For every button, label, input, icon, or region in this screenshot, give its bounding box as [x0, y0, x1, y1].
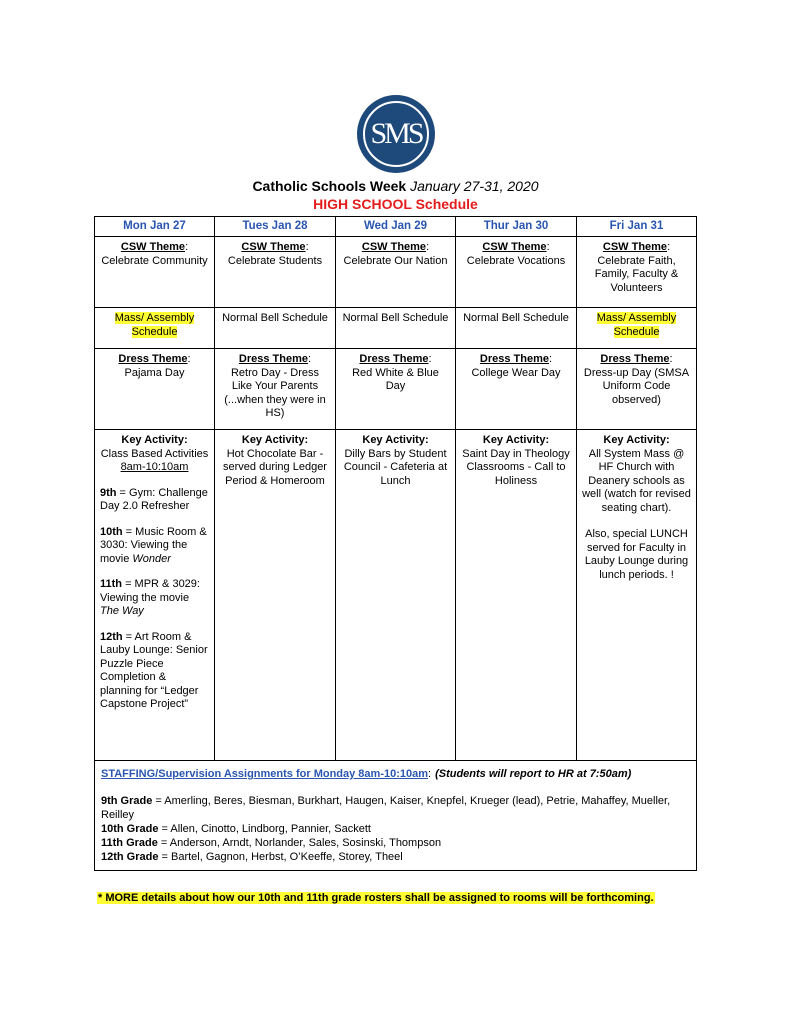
- csw-theme-cell: CSW Theme: Celebrate Students: [215, 237, 336, 308]
- key-activity-label: Key Activity:: [603, 434, 670, 446]
- csw-theme-value: Celebrate Vocations: [466, 254, 566, 267]
- staffing-note: (Students will report to HR at 7:50am): [435, 768, 632, 780]
- csw-theme-cell: CSW Theme: Celebrate Our Nation: [336, 237, 456, 308]
- staffing-line: [101, 822, 690, 836]
- page-title: [0, 178, 791, 194]
- bell-schedule-cell: [336, 308, 456, 349]
- day-header-thu: Thur Jan 30: [456, 217, 577, 237]
- grade-text: = Gym: Challenge Day 2.0 Refresher: [100, 486, 208, 512]
- csw-theme-label: CSW Theme: [482, 241, 547, 253]
- grade-block: [100, 631, 209, 712]
- bell-schedule-cell: [456, 308, 577, 349]
- grade-label: 11th: [100, 578, 123, 590]
- title-main: Catholic Schools Week: [252, 178, 407, 194]
- dress-theme-row: [95, 349, 697, 430]
- dress-theme-value: Pajama Day: [124, 366, 185, 379]
- dress-theme-value: Dress-up Day (SMSA Uniform Code observed): [583, 366, 690, 406]
- dress-theme-label: Dress Theme: [118, 353, 188, 365]
- staffing-grade: 10th Grade: [101, 823, 159, 835]
- dress-theme-label: Dress Theme: [479, 353, 550, 365]
- key-activity-text: Hot Chocolate Bar - served during Ledger Period & Homeroom: [223, 447, 327, 487]
- key-activity-text: Class Based Activities: [100, 447, 209, 460]
- key-activity-text: All System Mass @ HF Church with Deanery schools as well (watch for revised seating chart).: [582, 447, 691, 514]
- key-activity-text: Dilly Bars by Student Council - Cafeteria at Lunch: [343, 447, 448, 487]
- schedule-table: [94, 216, 697, 871]
- key-activity-label: Key Activity:: [362, 434, 429, 446]
- dress-theme-label: Dress Theme: [238, 353, 309, 365]
- bell-schedule-text: Normal Bell Schedule: [463, 312, 569, 324]
- csw-theme-label: CSW Theme: [120, 241, 186, 253]
- dress-theme-value: College Wear Day: [471, 366, 561, 379]
- page-subtitle: HIGH SCHOOL Schedule: [313, 196, 478, 212]
- key-activity-cell: [215, 430, 336, 761]
- staffing-cell: [95, 761, 697, 871]
- staffing-grade: 9th Grade: [101, 795, 153, 807]
- staffing-names: = Anderson, Arndt, Norlander, Sales, Sosinski, Thompson: [157, 837, 442, 849]
- key-activity-cell: [456, 430, 577, 761]
- key-activity-label: Key Activity:: [482, 434, 550, 446]
- logo-monogram: SMS: [363, 101, 429, 167]
- staffing-line: [101, 836, 690, 850]
- csw-theme-value: Celebrate Faith, Family, Faculty & Volunteers: [594, 254, 679, 294]
- dress-theme-label: Dress Theme: [359, 353, 429, 365]
- key-activity-label: Key Activity:: [121, 434, 188, 446]
- grade-text: = MPR & 3029: Viewing the movie: [100, 578, 200, 604]
- key-activity-cell: [336, 430, 456, 761]
- dress-theme-cell: Dress Theme: College Wear Day: [456, 349, 577, 430]
- grade-block: [100, 526, 209, 567]
- csw-theme-label: CSW Theme: [241, 241, 306, 253]
- movie-title: Wonder: [132, 552, 171, 565]
- key-activity-cell: [577, 430, 697, 761]
- dress-theme-label: Dress Theme: [600, 353, 670, 365]
- csw-theme-label: CSW Theme: [602, 241, 668, 253]
- key-activity-text: Saint Day in Theology Classrooms - Call to Holiness: [462, 447, 570, 487]
- bell-schedule-highlight: Mass/ Assembly Schedule: [114, 312, 195, 338]
- csw-theme-value: Celebrate Students: [227, 254, 323, 267]
- footnote: * MORE details about how our 10th and 11th grade rosters shall be assigned to rooms will be forthcoming.: [98, 892, 654, 904]
- key-activity-row: [95, 430, 697, 761]
- grade-label: 12th: [100, 630, 123, 643]
- staffing-link[interactable]: STAFFING/Supervision Assignments for Monday 8am-10:10am: [101, 768, 429, 780]
- staffing-names: = Allen, Cinotto, Lindborg, Pannier, Sackett: [158, 823, 371, 835]
- dress-theme-value: Red White & Blue Day: [352, 366, 439, 392]
- csw-theme-label: CSW Theme: [361, 241, 427, 253]
- csw-theme-row: [95, 237, 697, 308]
- grade-block: [100, 578, 209, 619]
- movie-title: The Way: [100, 605, 144, 617]
- grade-label: 10th: [100, 525, 123, 538]
- bell-schedule-cell: [215, 308, 336, 349]
- dress-theme-value: Retro Day - Dress Like Your Parents (...when they were in HS): [224, 366, 326, 419]
- staffing-row: [95, 761, 697, 871]
- bell-schedule-text: Normal Bell Schedule: [222, 312, 328, 324]
- grade-text: = Music Room & 3030: Viewing the movie: [100, 525, 207, 565]
- grade-label: 9th: [100, 486, 117, 499]
- day-header-mon: Mon Jan 27: [95, 217, 215, 237]
- csw-theme-value: Celebrate Our Nation: [343, 254, 448, 267]
- staffing-line: [101, 850, 690, 864]
- day-header-wed: Wed Jan 29: [336, 217, 456, 237]
- title-dates: January 27-31, 2020: [410, 178, 539, 194]
- csw-theme-cell: CSW Theme: Celebrate Vocations: [456, 237, 577, 308]
- dress-theme-cell: Dress Theme: Pajama Day: [95, 349, 215, 430]
- key-activity-extra: Also, special LUNCH served for Faculty in Lauby Lounge during lunch periods. !: [584, 528, 689, 581]
- dress-theme-cell: Dress Theme: Dress-up Day (SMSA Uniform Code observed): [577, 349, 697, 430]
- key-activity-cell: [95, 430, 215, 761]
- day-header-row: [95, 217, 697, 237]
- staffing-grade: 12th Grade: [101, 851, 159, 863]
- bell-schedule-text: Normal Bell Schedule: [342, 312, 449, 324]
- staffing-grade: 11th Grade: [101, 837, 158, 849]
- dress-theme-cell: Dress Theme: Retro Day - Dress Like Your Parents (...when they were in HS): [215, 349, 336, 430]
- grade-block: [100, 487, 209, 514]
- key-activity-label: Key Activity:: [241, 434, 309, 446]
- staffing-line: [101, 794, 690, 822]
- bell-schedule-row: [95, 308, 697, 349]
- bell-schedule-highlight: Mass/ Assembly Schedule: [596, 312, 677, 338]
- day-header-tue: Tues Jan 28: [215, 217, 336, 237]
- staffing-heading: STAFFING/Supervision Assignments for Monday 8am-10:10am: (Students will report to HR at 7:50am): [101, 768, 632, 780]
- staffing-names: = Bartel, Gagnon, Herbst, O’Keeffe, Storey, Theel: [158, 851, 403, 863]
- day-header-fri: Fri Jan 31: [577, 217, 697, 237]
- csw-theme-cell: CSW Theme: Celebrate Faith, Family, Faculty & Volunteers: [577, 237, 697, 308]
- dress-theme-cell: Dress Theme: Red White & Blue Day: [336, 349, 456, 430]
- bell-schedule-cell: [577, 308, 697, 349]
- grade-text: = Art Room & Lauby Lounge: Senior Puzzle Piece Completion & planning for “Ledger Capstone Project”: [100, 630, 208, 710]
- csw-theme-cell: CSW Theme: Celebrate Community: [95, 237, 215, 308]
- staffing-names: = Amerling, Beres, Biesman, Burkhart, Haugen, Kaiser, Knepfel, Krueger (lead), Petrie, Mahaffey, Mueller, Reilley: [101, 795, 671, 821]
- csw-theme-value: Celebrate Community: [101, 254, 208, 267]
- bell-schedule-cell: [95, 308, 215, 349]
- key-activity-time: 8am-10:10am: [120, 461, 189, 473]
- school-logo: [357, 95, 435, 173]
